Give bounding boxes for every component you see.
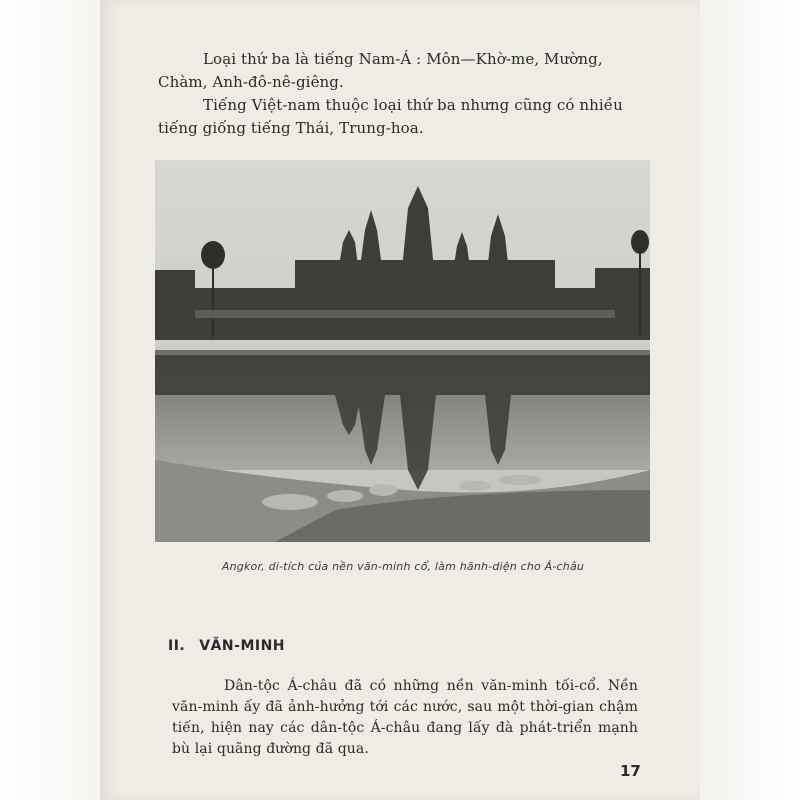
section-number: II. bbox=[168, 638, 186, 654]
angkor-photo bbox=[155, 160, 650, 542]
page-left-margin bbox=[0, 0, 100, 800]
section-heading bbox=[168, 638, 285, 654]
paragraph-vietnamese-language: Tiếng Việt-nam thuộc loại thứ ba nhưng cũng có nhiều tiếng giống tiếng Thái, Trung-hoa. bbox=[158, 96, 623, 137]
book-page bbox=[100, 0, 700, 800]
section-title: VĂN-MINH bbox=[199, 638, 286, 654]
angkor-photo-illustration bbox=[155, 160, 650, 542]
paragraph-austroasiatic-languages: Loại thứ ba là tiếng Nam-Á : Môn—Khờ-me, Mường, Chàm, Anh-đô-nê-giêng. bbox=[158, 50, 603, 91]
page-right-margin bbox=[700, 0, 800, 800]
photo-caption: Angkor, di-tích của nền văn-minh cổ, làm hãnh-diện cho Á-châu bbox=[221, 560, 585, 573]
paragraph-asian-civilization: Dân-tộc Á-châu đã có những nền văn-minh tối-cổ. Nền văn-minh ấy đã ảnh-hưởng tới các nước, sau một thời-gian chậm tiến, hiện nay các dân-tộc Á-châu đang lấy đà phát-triển mạnh bù lại quãng đường đã qua. bbox=[172, 678, 638, 757]
page-number: 17 bbox=[620, 762, 641, 780]
